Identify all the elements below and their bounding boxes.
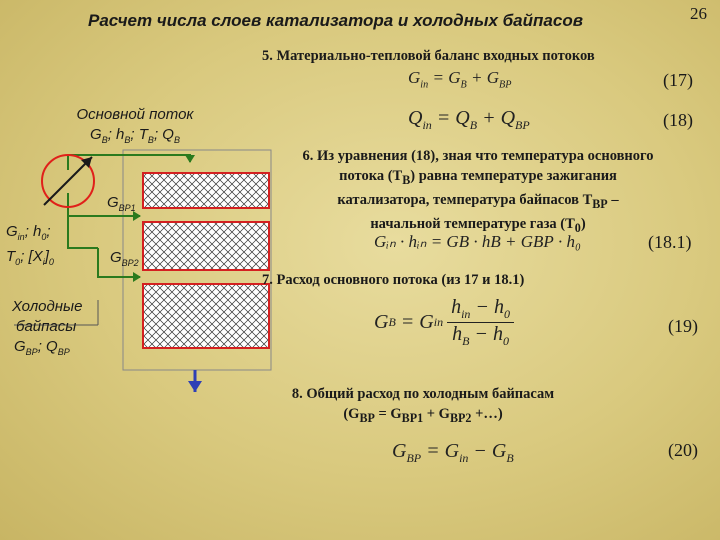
gbp2-label: $G_{BP2}$ [110,249,139,268]
equation-20: $G_{BP} = G_{in} - G_B$ [392,440,514,465]
catalyst-bed-3 [143,284,269,348]
inlet-label: $G_{in}$; $h_0$; $T_0$; $[X_i]_0$ [6,223,54,267]
catalyst-bed-2 [143,222,269,270]
step-8-text: 8. Общий расход по холодным байпасам ($G_{BP} = G_{BP1} + G_{BP2}$ +…) [291,386,555,425]
equation-19: G B = G in $\frac{h_{in} - h_0}{h_B - h_0}$ [374,296,514,349]
outlet-arrowhead-icon [188,381,202,392]
step-7-text: 7. Расход основного потока (из 17 и 18.1) [262,272,525,288]
equation-19-number: (19) [668,316,698,336]
cold-bypass-label: Холодные байпасы $G_{BP}$; $Q_{BP}$ [12,298,83,357]
equation-18-1: Gᵢₙ · hᵢₙ = GВ · hВ + GВР · h₀ [374,232,581,251]
equation-18-1-number: (18.1) [648,232,692,252]
slide-title: Расчет числа слоев катализатора и холодных байпасов [88,11,583,30]
inlet-stub [68,216,78,248]
main-flow-label: Основной поток $G_B$; $h_B$; $T_B$; $Q_B$ [76,106,194,145]
equation-18-number: (18) [663,110,693,130]
equation-17: $G_{in} = G_B + G_{BP}$ [408,68,512,91]
equation-18: $Q_{in} = Q_B + Q_{BP}$ [408,107,530,132]
step-6-text: 6. Из уравнения (18), зная что температура основного потока $(T_B)$ равна температуре зажигания катализатора, температура байпасов $T_{BP}$ – начальной температуре газа $(T_0)$ [302,148,654,235]
step-5-text: 5. Материально-тепловой баланс входных потоков [262,48,595,64]
equation-20-number: (20) [668,440,698,460]
equation-17-number: (17) [663,70,693,90]
page-number: 26 [690,4,707,23]
gbp1-label: $G_{BP1}$ [107,194,136,213]
catalyst-bed-1 [143,173,269,208]
